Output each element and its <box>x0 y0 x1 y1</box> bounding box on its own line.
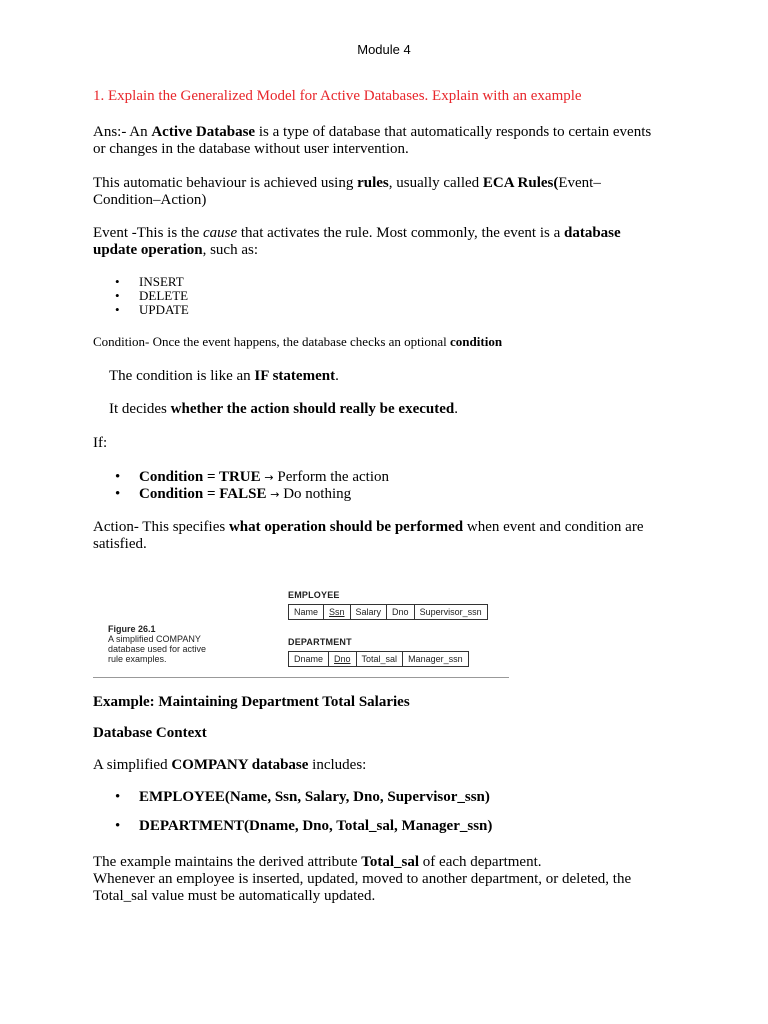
includes-bold: COMPANY database <box>171 757 309 773</box>
list-item: • UPDATE <box>115 303 189 317</box>
figure-caption-line: database used for active <box>108 644 207 654</box>
action-text-1: Action- This specifies <box>93 519 229 535</box>
example-heading <box>93 694 678 711</box>
table-column: Dname <box>289 652 329 666</box>
page-header: Module 4 <box>357 42 411 57</box>
answer-paragraph <box>93 124 678 158</box>
arrow-icon: → <box>264 471 274 484</box>
maintain-paragraph <box>93 854 678 905</box>
ans-text-2: or changes in the database without user intervention. <box>93 141 409 157</box>
maint-text-1: The example maintains the derived attribute <box>93 854 362 870</box>
decides-end: . <box>454 401 458 417</box>
like-text: The condition is like an <box>109 368 255 384</box>
figure-caption-title: Figure 26.1 <box>108 624 156 634</box>
case-result: Perform the action <box>273 469 389 485</box>
event-text-2: that activates the rule. Most commonly, the event is a <box>237 225 564 241</box>
list-item <box>115 818 492 835</box>
maint-line-3: Total_sal value must be automatically updated. <box>93 888 376 904</box>
relation-employee: EMPLOYEE(Name, Ssn, Salary, Dno, Supervisor_ssn) <box>139 789 490 805</box>
context-heading-text: Database Context <box>93 725 207 741</box>
decides-bold: whether the action should really be executed <box>170 401 455 417</box>
case-condition: Condition = FALSE <box>139 486 267 502</box>
maint-text-2: of each department. <box>419 854 542 870</box>
figure-divider <box>93 677 509 678</box>
condition-text: Condition- Once the event happens, the database checks an optional <box>93 334 451 349</box>
eca-text-1: This automatic behaviour is achieved using <box>93 175 358 191</box>
condition-bold: condition <box>450 334 503 349</box>
includes-line <box>93 757 678 774</box>
action-text-2: when event and condition are <box>463 519 644 535</box>
arrow-icon: → <box>270 488 280 501</box>
event-italic-cause: cause <box>202 225 238 241</box>
event-text-3: , such as: <box>202 242 259 258</box>
example-heading-text: Example: Maintaining Department Total Salaries <box>93 694 410 710</box>
includes-text-1: A simplified <box>93 757 172 773</box>
table-column: Dno <box>387 605 415 619</box>
eca-text-4: Condition–Action) <box>93 192 207 208</box>
event-list <box>115 275 189 317</box>
table-column: Name <box>289 605 324 619</box>
table-column-key: Ssn <box>324 605 351 619</box>
figure-caption <box>108 624 238 664</box>
table-column: Manager_ssn <box>408 654 463 664</box>
event-bold-1: database <box>564 225 621 241</box>
ans-text-1: is a type of database that automatically responds to certain events <box>255 124 652 140</box>
department-table-name: DEPARTMENT <box>288 637 352 647</box>
context-heading <box>93 725 678 742</box>
figure-caption-line: rule examples. <box>108 654 167 664</box>
action-paragraph <box>93 519 678 553</box>
table-column: Salary <box>351 605 388 619</box>
list-item: • INSERT <box>115 275 189 289</box>
eca-paragraph <box>93 175 678 209</box>
condition-cases <box>115 469 389 503</box>
table-column-key: Dno <box>329 652 357 666</box>
relations-list <box>115 789 492 847</box>
includes-text-2: includes: <box>308 757 367 773</box>
action-bold: what operation should be performed <box>228 519 464 535</box>
action-text-3: satisfied. <box>93 536 147 552</box>
decides-line <box>109 401 694 418</box>
eca-bold-rules: rules <box>357 175 389 191</box>
employee-table-name: EMPLOYEE <box>288 590 340 600</box>
eca-bold-eca: ECA Rules( <box>482 175 559 191</box>
figure-caption-line: A simplified COMPANY <box>108 634 201 644</box>
event-text-1: Event -This is the <box>93 225 203 241</box>
eca-text-3: Event– <box>558 175 601 191</box>
if-statement-line <box>109 368 694 385</box>
department-table <box>288 651 469 667</box>
employee-table <box>288 604 488 620</box>
eca-text-2: , usually called <box>388 175 483 191</box>
table-column: Supervisor_ssn <box>419 607 482 617</box>
like-bold: IF statement <box>254 368 336 384</box>
maint-bold: Total_sal <box>361 854 420 870</box>
figure-company-schema <box>93 584 509 680</box>
table-column: Total_sal <box>357 652 404 666</box>
list-item <box>115 789 492 806</box>
relation-department: DEPARTMENT(Dname, Dno, Total_sal, Manager_ssn) <box>139 818 493 834</box>
list-item <box>115 486 389 503</box>
question-heading: 1. Explain the Generalized Model for Active Databases. Explain with an example <box>93 88 582 104</box>
event-bold-2: update operation <box>93 242 203 258</box>
maint-line-2: Whenever an employee is inserted, updated, moved to another department, or deleted, the <box>93 871 632 887</box>
case-condition: Condition = TRUE <box>139 469 261 485</box>
like-end: . <box>335 368 339 384</box>
case-result: Do nothing <box>279 486 352 502</box>
list-item: • DELETE <box>115 289 189 303</box>
if-label: If: <box>93 435 108 451</box>
decides-text: It decides <box>109 401 171 417</box>
list-item <box>115 469 389 486</box>
event-paragraph <box>93 225 678 259</box>
ans-bold-term: Active Database <box>151 124 256 140</box>
condition-paragraph <box>93 335 678 349</box>
ans-prefix: Ans:- An <box>93 124 152 140</box>
